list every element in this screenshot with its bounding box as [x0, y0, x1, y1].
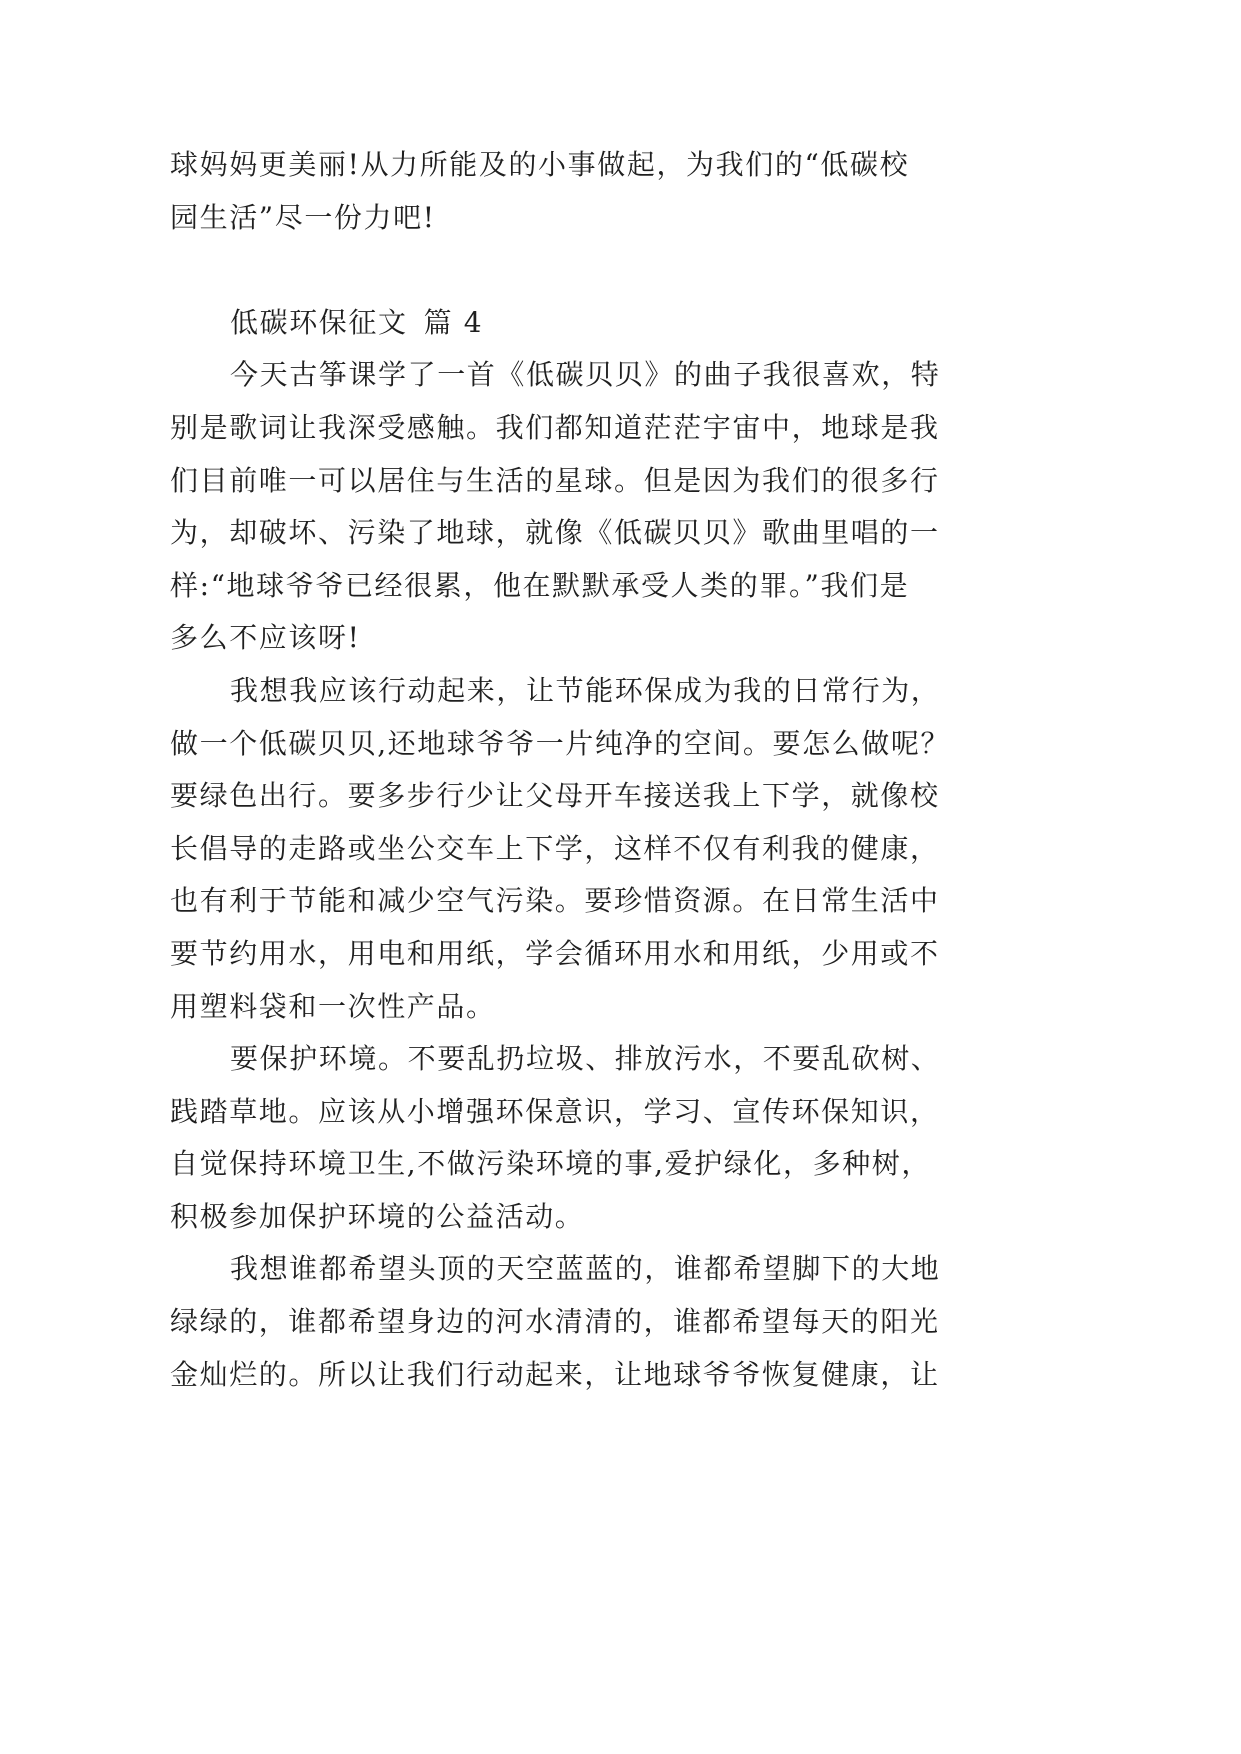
text-line: 球妈妈更美丽!从力所能及的小事做起，为我们的“低碳校: [170, 148, 910, 181]
text-line: 今天古筝课学了一首《低碳贝贝》的曲子我很喜欢，特: [230, 358, 941, 392]
text-line: 园生活”尽一份力吧!: [170, 200, 436, 234]
text-line: 践踏草地。应该从小增强环保意识，学习、宣传环保知识，: [170, 1094, 940, 1128]
essay-part-label: 篇 4: [423, 305, 484, 339]
text-line: 为，却破坏、污染了地球，就像《低碳贝贝》歌曲里唱的一: [170, 516, 940, 550]
essay-heading: [170, 297, 1070, 350]
paragraph: [170, 1243, 1070, 1401]
text-line: 别是歌词让我深受感触。我们都知道茫茫宇宙中，地球是我: [170, 410, 940, 444]
text-line: 们目前唯一可以居住与生活的星球。但是因为我们的很多行: [170, 463, 940, 497]
text-line: 要保护环境。不要乱扔垃圾、排放污水，不要乱砍树、: [230, 1042, 941, 1076]
text-line: 积极参加保护环境的公益活动。: [170, 1199, 585, 1233]
blank-line: [170, 244, 1070, 297]
text-line: 要节约用水，用电和用纸，学会循环用水和用纸，少用或不: [170, 936, 940, 970]
text-line: 要绿色出行。要多步行少让父母开车接送我上下学，就像校: [170, 779, 940, 813]
text-line: 金灿烂的。所以让我们行动起来，让地球爷爷恢复健康，让: [170, 1357, 940, 1391]
text-line: 用塑料袋和一次性产品。: [170, 989, 496, 1023]
text-line: 也有利于节能和减少空气污染。要珍惜资源。在日常生活中: [170, 884, 940, 918]
paragraph: [170, 665, 1070, 1033]
text-line: 做一个低碳贝贝,还地球爷爷一片纯净的空间。要怎么做呢？: [170, 726, 951, 760]
paragraph: [170, 1033, 1070, 1243]
document-body: [170, 139, 1070, 1401]
text-line: 样:“地球爷爷已经很累，他在默默承受人类的罪。”我们是: [170, 568, 910, 602]
text-line: 自觉保持环境卫生,不做污染环境的事,爱护绿化，多种树，: [170, 1147, 932, 1181]
paragraph: [170, 349, 1070, 665]
text-line: 长倡导的走路或坐公交车上下学，这样不仅有利我的健康，: [170, 831, 940, 865]
text-line: 绿绿的，谁都希望身边的河水清清的，谁都希望每天的阳光: [170, 1305, 940, 1339]
text-line: 我想谁都希望头顶的天空蓝蓝的，谁都希望脚下的大地: [230, 1252, 941, 1286]
continuation-paragraph: [170, 139, 1070, 244]
text-line: 我想我应该行动起来，让节能环保成为我的日常行为，: [230, 673, 941, 707]
essay-title: 低碳环保征文: [230, 305, 408, 339]
text-line: 多么不应该呀!: [170, 621, 361, 655]
